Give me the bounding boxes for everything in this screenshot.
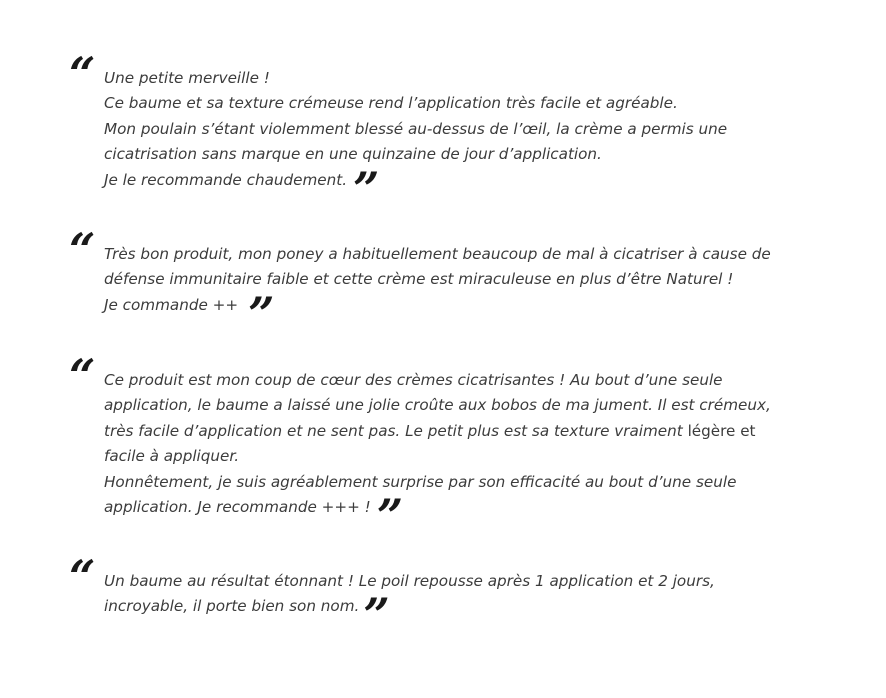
open-quote-icon: “ bbox=[69, 550, 92, 604]
testimonial-last-line bbox=[104, 286, 770, 341]
testimonial-line: Mon poulain s’étant violemment blessé au-dessus de l’œil, la crème a permis une bbox=[104, 119, 728, 138]
testimonial-line: cicatrisation sans marque en une quinzaine de jour d’application. bbox=[104, 145, 602, 164]
testimonial-line: application, le baume a laissé une jolie croûte aux bobos de ma jument. Il est crémeux, bbox=[104, 396, 771, 415]
testimonial-last-line bbox=[104, 588, 770, 643]
close-quote-icon: ” bbox=[353, 161, 376, 216]
testimonial-line: Ce produit est mon coup de cœur des crèmes cicatrisantes ! Au bout d’une seule bbox=[104, 371, 723, 389]
testimonial-line: Une petite merveille ! bbox=[104, 69, 270, 87]
testimonial-line-text: très facile d’application et ne sent pas. Le petit plus est sa texture vraiment bbox=[104, 421, 683, 440]
testimonial-4 bbox=[69, 550, 770, 643]
testimonial-upright-text: légère et bbox=[687, 421, 756, 440]
open-quote-icon: “ bbox=[69, 47, 92, 101]
testimonial-last-line bbox=[104, 161, 770, 216]
testimonial-line: facile à appliquer. bbox=[104, 447, 240, 466]
testimonial-line: Je commande ++ bbox=[104, 295, 239, 314]
testimonial-line bbox=[104, 419, 770, 444]
open-quote-icon: “ bbox=[69, 223, 92, 277]
testimonial-line: Ce baume et sa texture crémeuse rend l’application très facile et agréable. bbox=[104, 94, 678, 113]
testimonial-line: Je le recommande chaudement. bbox=[104, 170, 348, 189]
close-quote-icon: ” bbox=[363, 588, 386, 643]
testimonial-line: Très bon produit, mon poney a habituellement beaucoup de mal à cicatriser à cause de bbox=[104, 245, 771, 263]
testimonial-line: Un baume au résultat étonnant ! Le poil repousse après 1 application et 2 jours, bbox=[104, 572, 715, 590]
testimonial-last-line bbox=[104, 489, 770, 544]
testimonial-1 bbox=[69, 47, 770, 216]
testimonial-line: application. Je recommande +++ ! bbox=[104, 498, 371, 517]
testimonial-3 bbox=[69, 349, 771, 544]
close-quote-icon: ” bbox=[248, 286, 271, 341]
testimonial-line: Honnêtement, je suis agréablement surprise par son efficacité au bout d’une seule bbox=[104, 472, 737, 491]
testimonial-line: incroyable, il porte bien son nom. bbox=[104, 597, 360, 616]
close-quote-icon: ” bbox=[376, 489, 400, 544]
open-quote-icon: “ bbox=[69, 349, 92, 403]
testimonial-2 bbox=[69, 223, 771, 341]
testimonial-line: défense immunitaire faible et cette crème est miraculeuse en plus d’être Naturel ! bbox=[104, 270, 734, 289]
